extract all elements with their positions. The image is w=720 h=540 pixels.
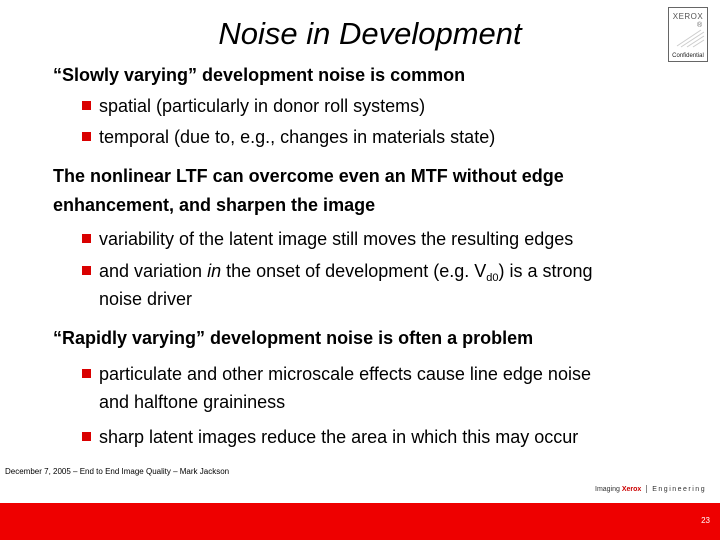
bullet-marker [82, 432, 91, 441]
footer-text: December 7, 2005 – End to End Image Quality – Mark Jackson [5, 467, 230, 476]
section-heading-nonlinear-ltf-cont: enhancement, and sharpen the image [53, 195, 376, 215]
bullet-onset-text-1: and variation [99, 261, 208, 281]
section-heading-nonlinear-ltf: The nonlinear LTF can overcome even an MTF without edge [53, 166, 564, 186]
section-heading-rapidly-varying: “Rapidly varying” development noise is often a problem [53, 328, 534, 348]
bullet-spatial: spatial (particularly in donor roll systems) [99, 96, 426, 116]
bullet-marker [82, 369, 91, 378]
bullet-marker [82, 101, 91, 110]
confidential-label: Confidential [672, 53, 704, 59]
bullet-sharp-latent: sharp latent images reduce the area in which this may occur [99, 427, 579, 447]
logo-stripes-icon [675, 28, 705, 48]
footer-logo-right: Engineering [652, 485, 707, 493]
slide-title: Noise in Development [218, 16, 522, 51]
bullet-onset-italic: in [207, 261, 222, 281]
footer-logo [595, 485, 706, 493]
footer-bar [0, 503, 720, 540]
bullet-marker [82, 266, 91, 275]
bullet-marker [82, 234, 91, 243]
bullet-particulate-continuation: and halftone graininess [99, 392, 286, 412]
bullet-onset-text-2: the onset of development (e.g. V [221, 261, 487, 281]
bullet-marker [82, 132, 91, 141]
bullet-variability: variability of the latent image still moves the resulting edges [99, 229, 574, 249]
footer-logo-mid: Xerox [621, 485, 642, 493]
page-number: 23 [701, 516, 710, 525]
bullet-onset-text-3: ) is a strong [498, 261, 593, 281]
footer-logo-divider [646, 485, 647, 493]
logo-brand: XEROX [672, 12, 704, 21]
bullet-temporal: temporal (due to, e.g., changes in materials state) [99, 127, 496, 147]
xerox-logo [668, 7, 708, 62]
bullet-particulate: particulate and other microscale effects cause line edge noise [99, 364, 591, 384]
bullet-onset-continuation: noise driver [99, 289, 193, 309]
footer-logo-left: Imaging [595, 485, 620, 493]
logo-mark: ® [697, 22, 703, 29]
bullet-onset-subscript: d0 [486, 272, 499, 284]
section-heading-slowly-varying: “Slowly varying” development noise is common [53, 65, 466, 85]
bullet-onset-variation [99, 261, 593, 284]
